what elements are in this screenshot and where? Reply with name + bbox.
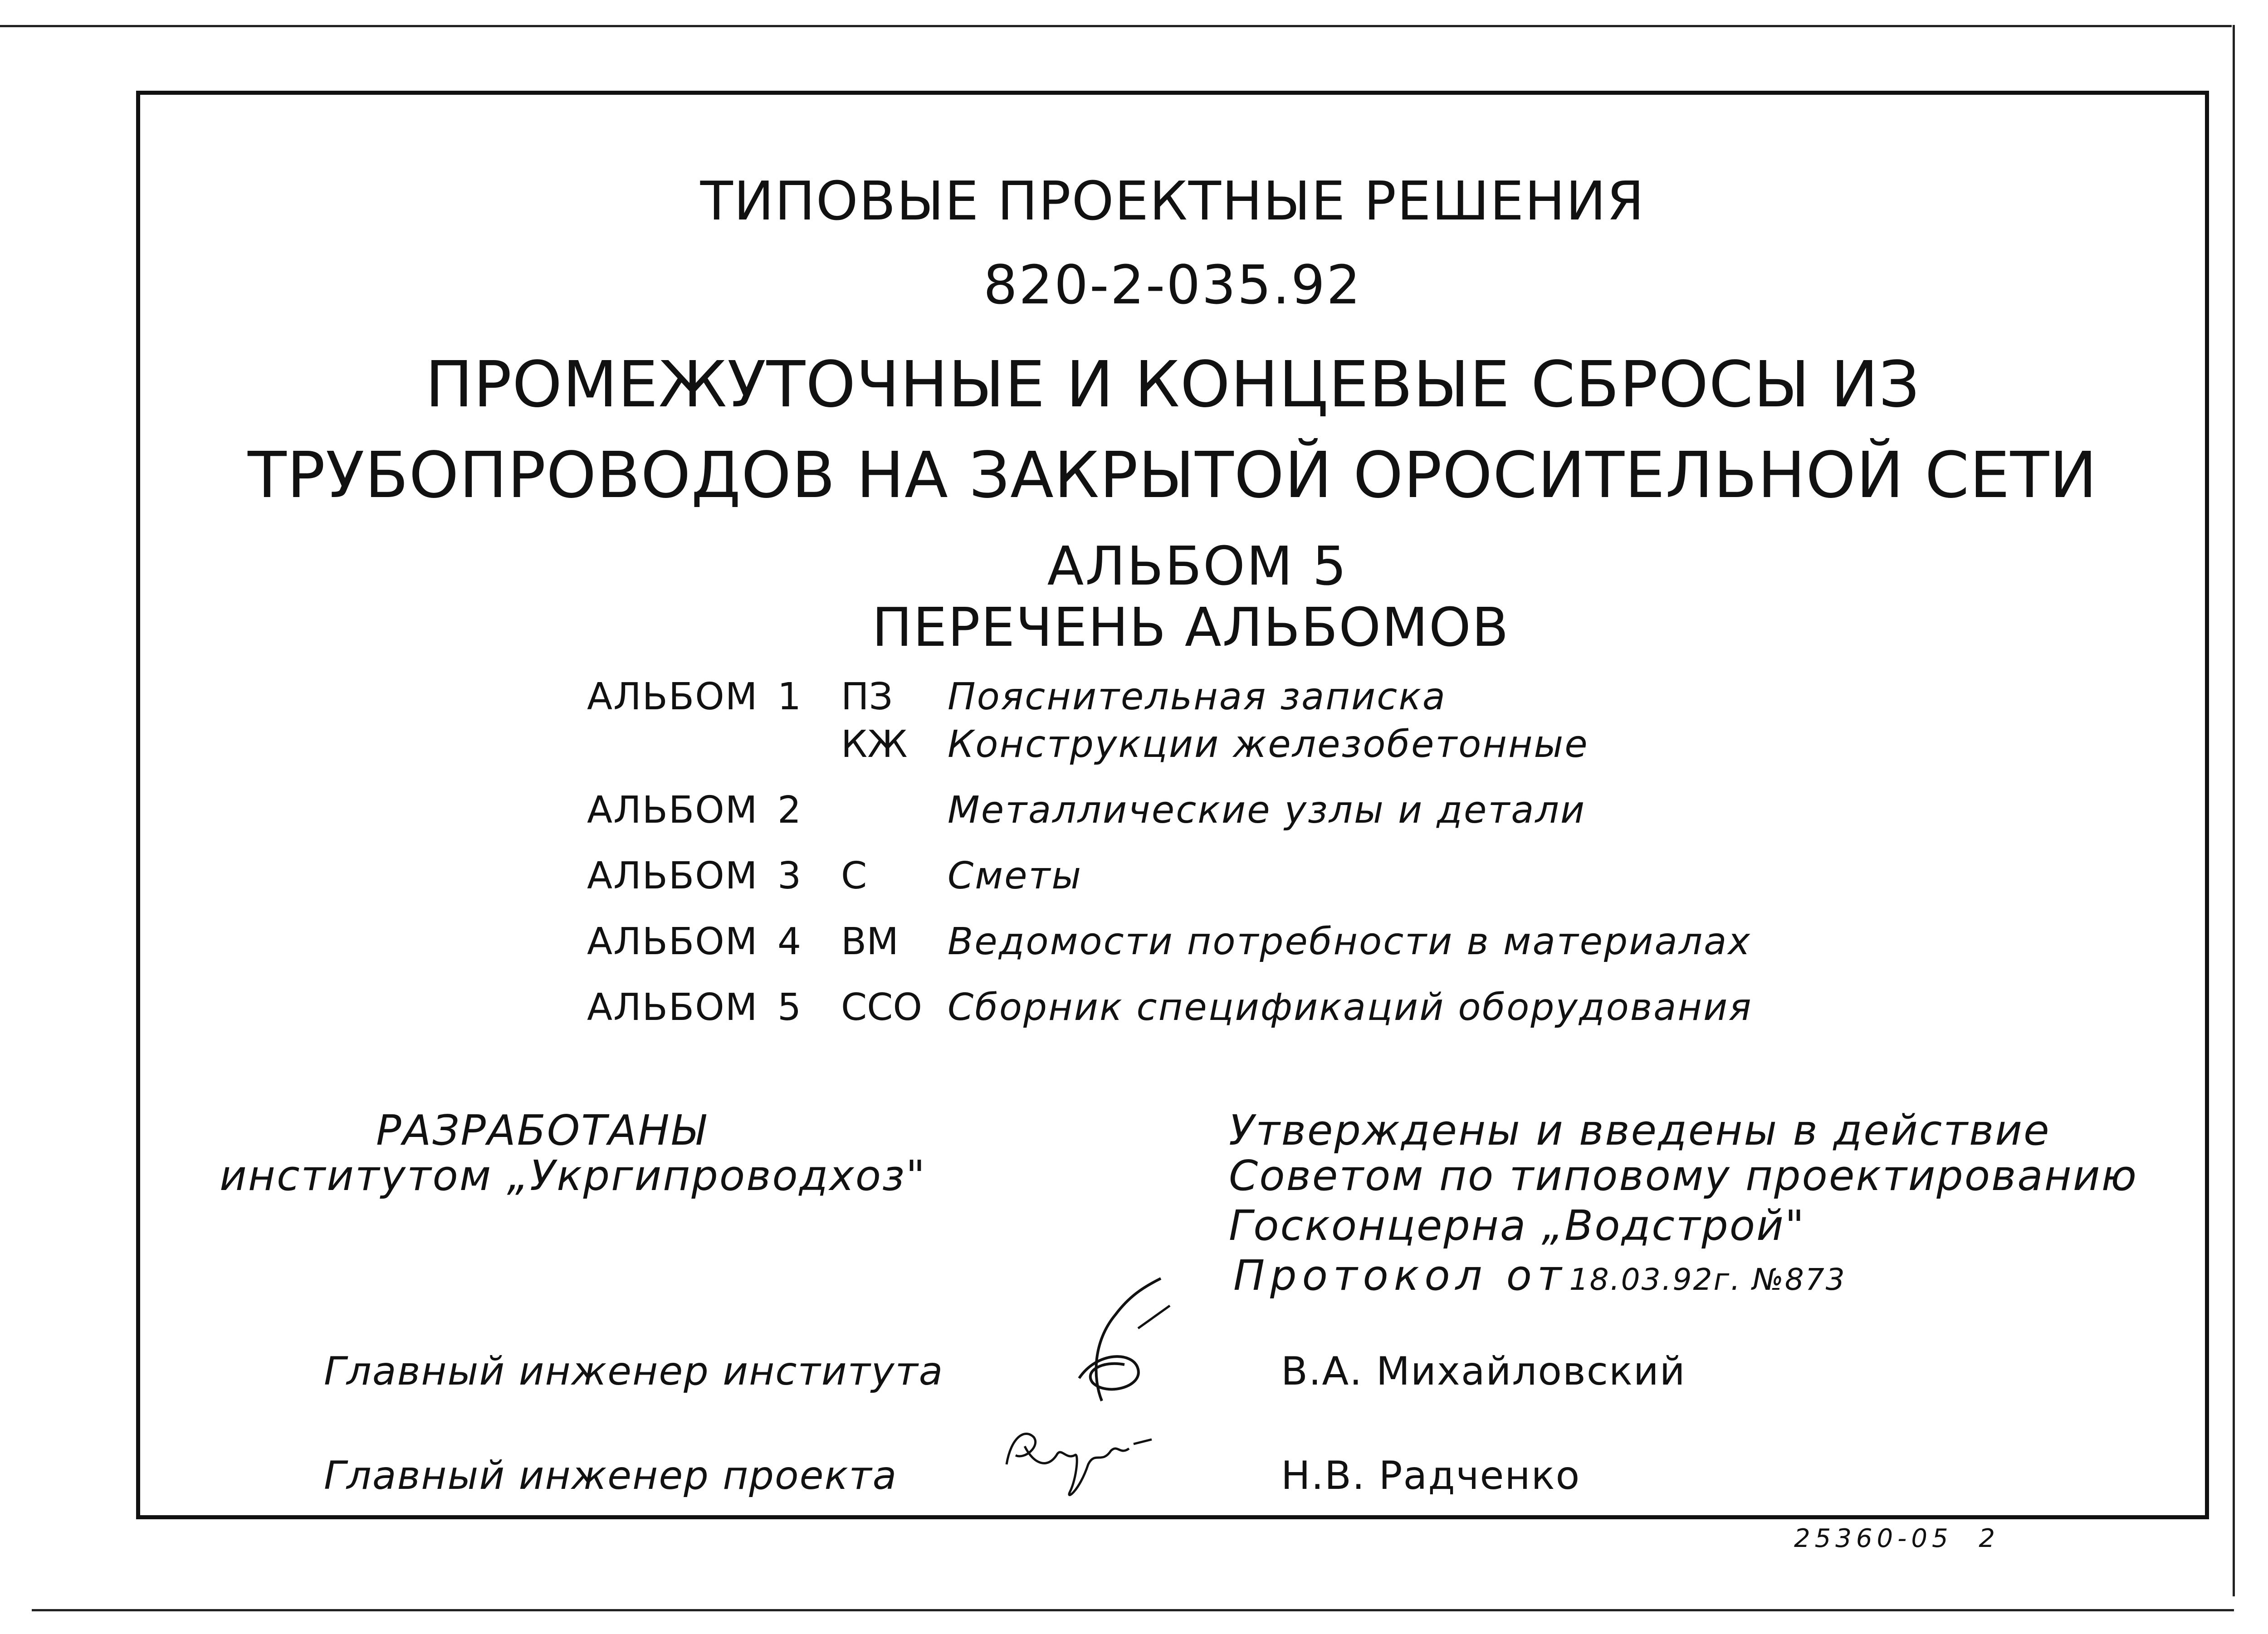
approval-line-2: Советом по типовому проектированию — [1229, 1151, 2138, 1200]
protocol-date: 18.03.92г. №873 — [1569, 1262, 1846, 1297]
album-row-label: АЛЬБОМ — [587, 675, 758, 718]
album-row-label: АЛЬБОМ — [587, 854, 758, 897]
document-number — [1794, 1524, 1999, 1553]
approval-line-3: Госконцерна „Водстрой" — [1229, 1201, 1806, 1250]
album-row-number: 5 — [777, 986, 802, 1029]
album-row-description: Сметы — [948, 854, 1083, 897]
album-row-code: С — [841, 854, 867, 897]
main-title-line-1: ПРОМЕЖУТОЧНЫЕ И КОНЦЕВЫЕ СБРОСЫ ИЗ — [425, 348, 1920, 422]
album-heading: АЛЬБОМ 5 — [1047, 535, 1348, 597]
album-row-description: Конструкции железобетонные — [948, 723, 1589, 766]
series-title: ТИПОВЫЕ ПРОЕКТНЫЕ РЕШЕНИЯ — [700, 170, 1645, 232]
album-row-number: 4 — [777, 920, 802, 963]
chief-engineer-project-name: Н.В. Радченко — [1281, 1453, 1581, 1498]
album-row-number: 3 — [777, 854, 802, 897]
album-row-number: 1 — [777, 675, 802, 718]
sheet-bottom-edge — [32, 1609, 2234, 1611]
main-title — [140, 340, 2205, 521]
approval-line-1: Утверждены и введены в действие — [1229, 1106, 2051, 1155]
album-row-code: ССО — [841, 986, 923, 1029]
album-row-label: АЛЬБОМ — [587, 789, 758, 832]
series-number: 820-2-035.92 — [983, 254, 1362, 316]
sheet-right-edge — [2233, 25, 2235, 1596]
developed-by-institute: институтом „Укргипроводхоз" — [220, 1151, 927, 1200]
album-row-description: Ведомости потребности в материалах — [948, 920, 1751, 963]
album-row-code: ВМ — [841, 920, 899, 963]
chief-engineer-project-role: Главный инженер проекта — [324, 1453, 898, 1498]
chief-engineer-institute-name: В.А. Михайловский — [1281, 1349, 1686, 1394]
album-row-number: 2 — [777, 789, 802, 832]
protocol-label: Протокол от — [1233, 1251, 1567, 1300]
album-row-code: КЖ — [841, 723, 908, 766]
chief-engineer-institute-role: Главный инженер института — [324, 1349, 944, 1394]
signature-mark-project — [997, 1401, 1179, 1505]
protocol-line — [1233, 1251, 1846, 1300]
sheet-number: 2 — [1979, 1524, 2000, 1553]
document-number-code: 25360-05 — [1794, 1524, 1953, 1553]
sheet-top-edge — [0, 25, 2232, 27]
album-row-label: АЛЬБОМ — [587, 920, 758, 963]
album-row-code: ПЗ — [841, 675, 893, 718]
album-row-description: Пояснительная записка — [948, 675, 1447, 718]
title-sheet-frame — [136, 91, 2209, 1519]
album-row-description: Металлические узлы и детали — [948, 789, 1586, 832]
album-row-label: АЛЬБОМ — [587, 986, 758, 1029]
album-row-description: Сборник спецификаций оборудования — [948, 986, 1753, 1029]
main-title-line-2: ТРУБОПРОВОДОВ НА ЗАКРЫТОЙ ОРОСИТЕЛЬНОЙ СЕТИ — [248, 439, 2097, 512]
developed-by-title: РАЗРАБОТАНЫ — [376, 1106, 706, 1155]
album-list-heading: ПЕРЕЧЕНЬ АЛЬБОМОВ — [872, 596, 1510, 658]
signature-mark-institute — [1025, 1274, 1197, 1410]
